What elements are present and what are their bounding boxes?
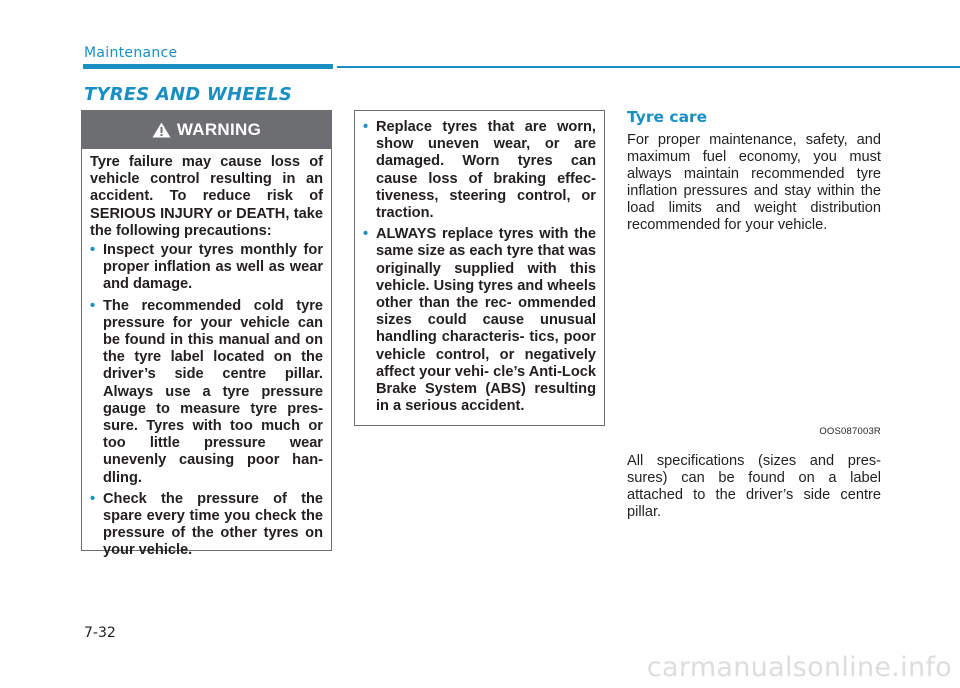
warning-label: WARNING — [176, 120, 262, 139]
warning-box — [81, 110, 332, 559]
warning-item — [363, 226, 596, 415]
bullet-icon: • — [90, 242, 96, 259]
warning-item — [90, 242, 323, 294]
warning-item-text: Replace tyres that are worn, show uneven wear, or are damaged. Worn tyres can cause loss of braking effec- tiveness, steering control, or traction. — [376, 119, 596, 222]
tyre-care-section — [627, 108, 881, 520]
tyre-care-paragraph: For proper maintenance, safety, and maximum fuel economy, you must always maintain recommended tyre inflation pressures and stay within the load limits and weight distribution recommended for your vehicle. — [627, 132, 881, 233]
section-label: Maintenance — [84, 45, 178, 61]
tyre-specs-paragraph: All specifications (sizes and pres- sures) can be found on a label attached to the driver’s side centre pillar. — [627, 453, 881, 520]
warning-item — [90, 491, 323, 560]
chapter-title: TYRES AND WHEELS — [84, 84, 293, 105]
warning-triangle-icon — [152, 122, 171, 138]
tyre-care-heading: Tyre care — [627, 108, 708, 126]
bullet-icon: • — [90, 297, 96, 314]
warning-item — [90, 298, 323, 487]
header-rule-thick — [83, 64, 333, 69]
warning-item-text: Inspect your tyres monthly for proper inflation as well as wear and damage. — [103, 242, 323, 293]
watermark: carmanualsonline.info — [646, 652, 952, 683]
warning-list — [90, 242, 323, 560]
bullet-icon: • — [90, 490, 96, 507]
bullet-icon: • — [363, 226, 369, 243]
warning-continued-box — [354, 110, 605, 426]
warning-header — [82, 111, 331, 149]
header-rule-thin — [337, 66, 960, 68]
image-code: OOS087003R — [819, 426, 881, 437]
page-number: 7-32 — [84, 625, 116, 641]
warning-item-text: ALWAYS replace tyres with the same size as each tyre that was originally supplied with this vehicle. Using tyres and wheels other than the rec- ommended sizes could cause unusual handling characteris- tics, poor vehicle control, or negatively affect your vehi- cle’s Anti-Lock Brake System (ABS) resulting in a serious accident. — [376, 226, 596, 415]
warning-continued-body — [355, 111, 604, 415]
warning-continued-list — [363, 119, 596, 415]
warning-body — [82, 149, 331, 560]
warning-item-text: The recommended cold tyre pressure for your vehicle can be found in this manual and on the tyre label located on the driver’s side centre pillar. Always use a tyre pressure gauge to measure tyre pres- sure. Tyres with too much or too little pressure wear unevenly causing poor han- dling. — [103, 297, 323, 486]
bullet-icon: • — [363, 119, 369, 135]
warning-item-text: Check the pressure of the spare every time you check the pressure of the other tyres on your vehicle. — [103, 490, 323, 559]
warning-intro: Tyre failure may cause loss of vehicle control resulting in an accident. To reduce risk of SERIOUS INJURY or DEATH, take the following precautions: — [90, 154, 323, 239]
warning-item — [363, 119, 596, 222]
